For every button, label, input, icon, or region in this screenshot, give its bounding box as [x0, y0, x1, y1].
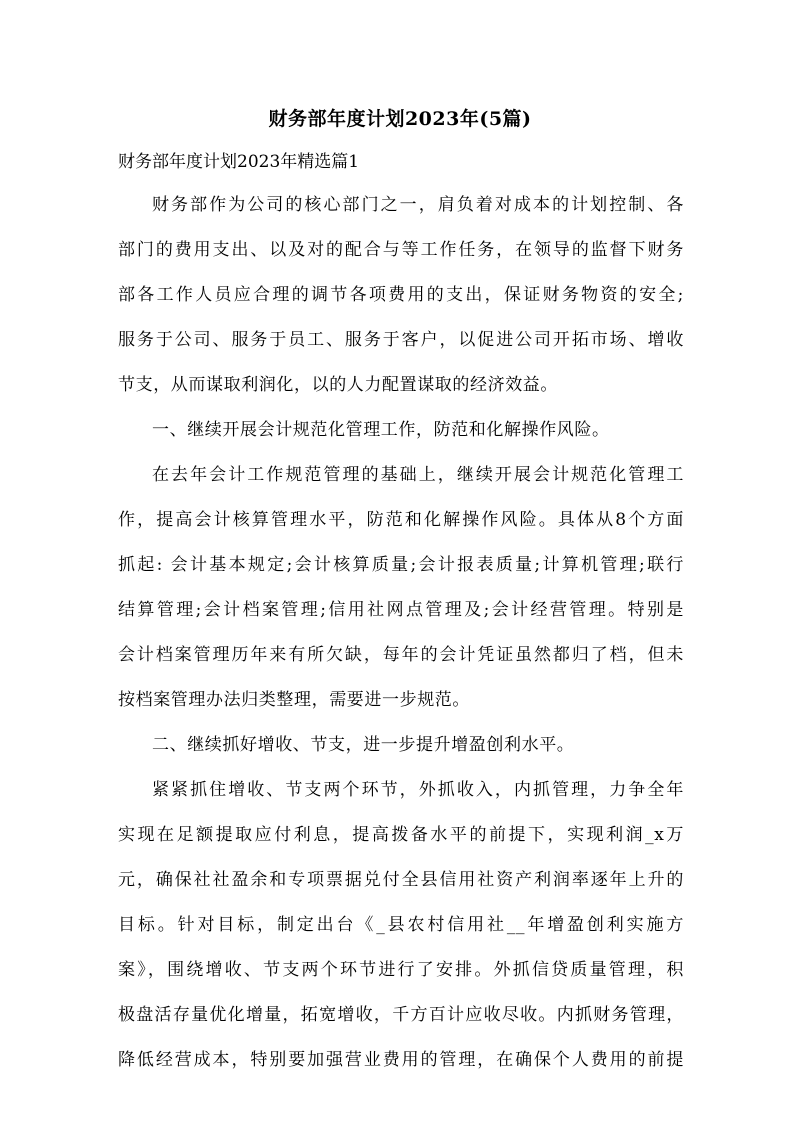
paragraph-line: 目标。针对目标，制定出台《_县农村信用社__年增盈创利实施方: [118, 915, 684, 935]
paragraph-line: 部门的费用支出、以及对的配合与等工作任务，在领导的监督下财务: [118, 240, 684, 260]
paragraph-line: 在去年会计工作规范管理的基础上，继续开展会计规范化管理工: [152, 465, 684, 485]
paragraph-line: 节支，从而谋取利润化，以的人力配置谋取的经济效益。: [118, 375, 558, 395]
document-title: 财务部年度计划2023年(5篇): [268, 108, 532, 130]
paragraph-line: 作，提高会计核算管理水平，防范和化解操作风险。具体从8个方面: [118, 510, 684, 530]
paragraph-line: 降低经营成本，特别要加强营业费用的管理，在确保个人费用的前提: [118, 1050, 684, 1070]
paragraph-line: 按档案管理办法归类整理，需要进一步规范。: [118, 690, 470, 710]
paragraph-line: 财务部作为公司的核心部门之一，肩负着对成本的计划控制、各: [152, 195, 684, 215]
paragraph-line: 案》，围绕增收、节支两个环节进行了安排。外抓信贷质量管理，积: [118, 960, 684, 980]
paragraph-line: 紧紧抓住增收、节支两个环节，外抓收入，内抓管理，力争全年: [152, 780, 684, 800]
paragraph-line: 部各工作人员应合理的调节各项费用的支出，保证财务物资的安全;: [118, 285, 684, 305]
paragraph-line: 元，确保社社盈余和专项票据兑付全县信用社资产利润率逐年上升的: [118, 870, 684, 890]
paragraph-line: 结算管理;会计档案管理;信用社网点管理及;会计经营管理。特别是: [118, 600, 684, 620]
paragraph-line: 服务于公司、服务于员工、服务于客户，以促进公司开拓市场、增收: [118, 330, 684, 350]
document-subtitle: 财务部年度计划2023年精选篇1: [118, 152, 360, 172]
paragraph-line: 极盘活存量优化增量，拓宽增收，千方百计应收尽收。内抓财务管理，: [118, 1005, 684, 1025]
paragraph-line: 会计档案管理历年来有所欠缺，每年的会计凭证虽然都归了档，但未: [118, 645, 684, 665]
paragraph-line: 抓起: 会计基本规定;会计核算质量;会计报表质量;计算机管理;联行: [118, 555, 684, 575]
paragraph-line: 实现在足额提取应付利息，提高拨备水平的前提下，实现利润_x万: [118, 825, 684, 845]
section-heading: 二、继续抓好增收、节支，进一步提升增盈创利水平。: [152, 735, 575, 755]
section-heading: 一、继续开展会计规范化管理工作，防范和化解操作风险。: [152, 420, 610, 440]
